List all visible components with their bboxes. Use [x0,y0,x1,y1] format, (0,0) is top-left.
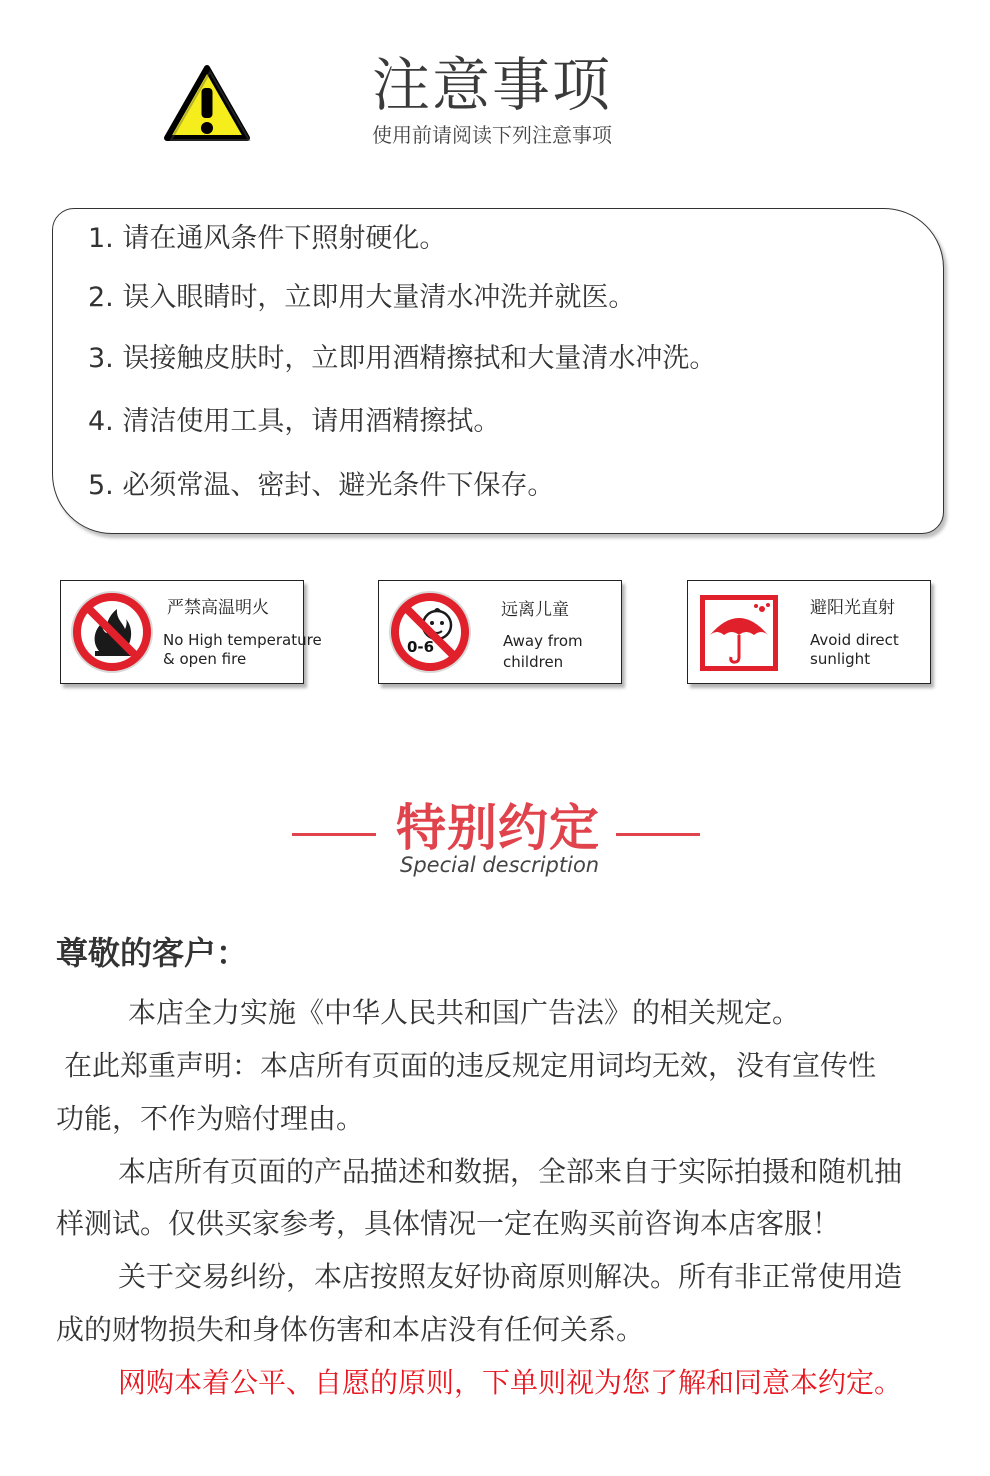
notice-item-1: 1. 请在通风条件下照射硬化。 [88,223,447,254]
keep-away-children-icon [387,589,473,675]
section-rule-right [616,833,700,836]
sign-no-fire-en-2: & open fire [163,650,247,668]
body-line-highlight: 网购本着公平、自愿的原则，下单则视为您了解和同意本约定。 [118,1366,903,1399]
body-line-7: 成的财物损失和身体伤害和本店没有任何关系。 [56,1313,645,1346]
warning-triangle-icon [163,62,251,144]
no-fire-icon [69,589,155,675]
notice-item-5: 5. 必须常温、密封、避光条件下保存。 [88,470,555,501]
greeting: 尊敬的客户： [56,934,249,972]
body-line-4: 本店所有页面的产品描述和数据，全部来自于实际拍摄和随机抽 [118,1155,903,1188]
sign-away-children-en-2: children [503,653,564,671]
body-line-1: 本店全力实施《中华人民共和国广告法》的相关规定。 [128,996,801,1029]
sign-avoid-sunlight-cn: 避阳光直射 [810,598,895,618]
section-subtitle: Special description [400,853,600,877]
section-title: 特别约定 [396,799,600,857]
sign-no-fire-cn: 严禁高温明火 [167,598,269,618]
sign-avoid-sunlight-en-1: Avoid direct [810,631,899,649]
notice-item-2: 2. 误入眼睛时，立即用大量清水冲洗并就医。 [88,282,636,313]
sign-avoid-sunlight-en-2: sunlight [810,650,871,668]
body-line-5: 样测试。仅供买家参考，具体情况一定在购买前咨询本店客服！ [56,1207,841,1240]
body-line-6: 关于交易纠纷，本店按照友好协商原则解决。所有非正常使用造 [118,1260,903,1293]
sign-away-children-en-1: Away from [503,632,583,650]
notice-item-3: 3. 误接触皮肤时，立即用酒精擦拭和大量清水冲洗。 [88,343,717,374]
sign-away-children [378,580,622,684]
sign-avoid-sunlight [687,580,931,684]
notice-item-4: 4. 清洁使用工具，请用酒精擦拭。 [88,406,501,437]
section-rule-left [292,833,376,836]
body-line-2: 在此郑重声明：本店所有页面的违反规定用词均无效，没有宣传性 [64,1049,877,1082]
page-title: 注意事项 [372,51,613,119]
body-line-3: 功能，不作为赔付理由。 [56,1102,365,1135]
sign-away-children-cn: 远离儿童 [501,600,569,620]
page-subtitle: 使用前请阅读下列注意事项 [372,123,612,147]
sign-no-fire-en-1: No High temperature [163,631,322,649]
umbrella-sun-icon [700,595,778,671]
sign-no-fire [60,580,322,684]
age-badge: 0-6 [407,638,435,656]
